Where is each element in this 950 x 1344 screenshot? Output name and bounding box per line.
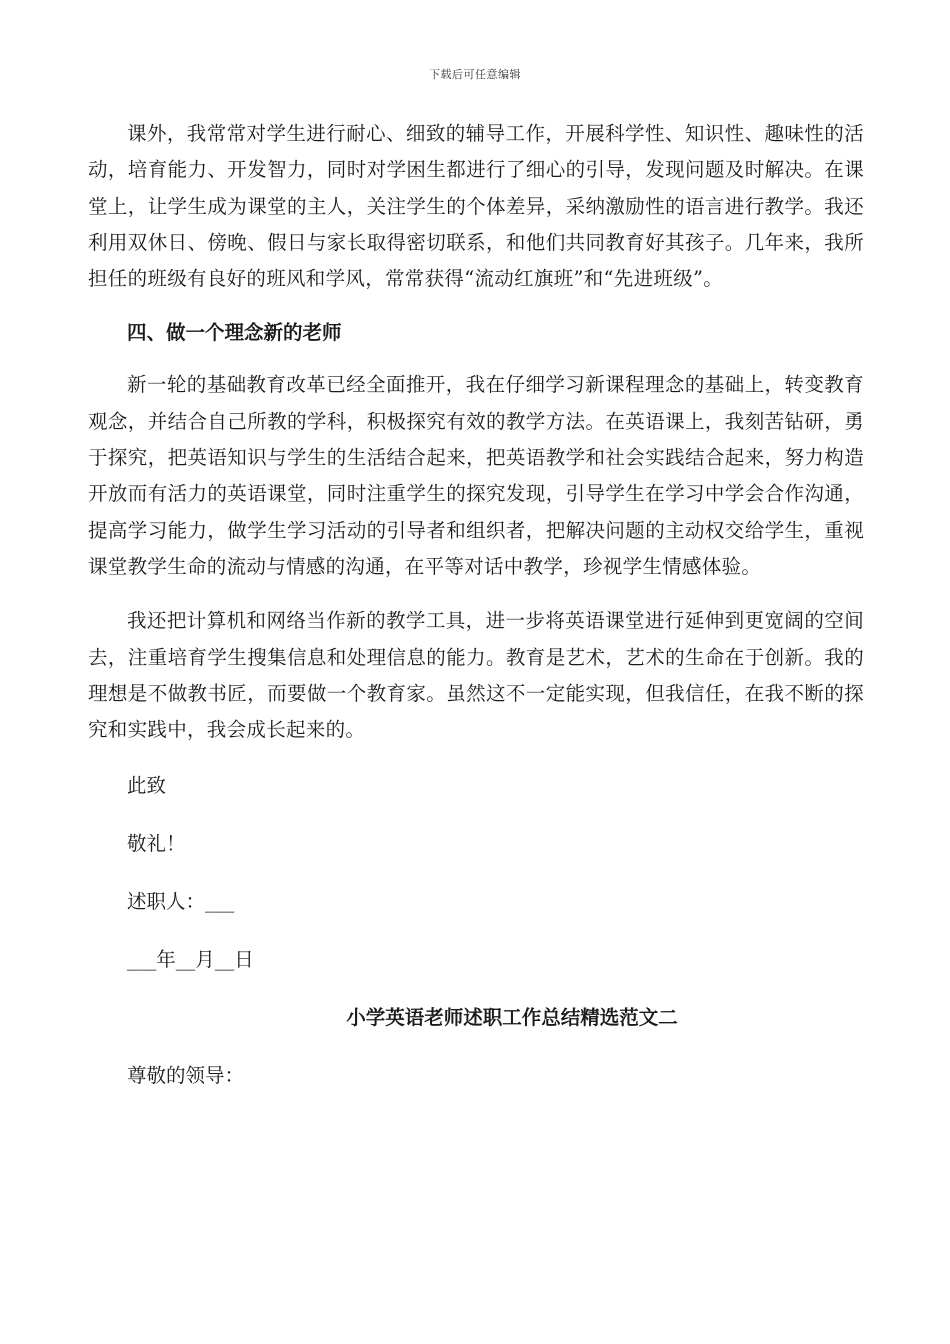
closing-salutation: 此致 bbox=[127, 774, 167, 798]
greeting-line: 尊敬的领导： bbox=[127, 1064, 245, 1088]
paragraph-education-reform: 新一轮的基础教育改革已经全面推开，我在仔细学习新课程理念的基础上，转变教育观念，并结合自己所教的学科，积极探究有效的教学方法。在英语课上，我刻苦钻研，勇于探究，把英语知识与学生的生活结合起来，把英语教学和社会实践结合起来，努力构造开放而有活力的英语课堂，同时注重学生的探究发现，引导学生在学习中学会合作沟通，提高学习能力，做学生学习活动的引导者和组织者，把解决问题的主动权交给学生，重视课堂教学生命的流动与情感的沟通，在平等对话中教学，珍视学生情感体验。 bbox=[88, 373, 864, 578]
paragraph-computer-network: 我还把计算机和网络当作新的教学工具，进一步将英语课堂进行延伸到更宽阔的空间去，注重培育学生搜集信息和处理信息的能力。教育是艺术，艺术的生命在于创新。我的理想是不做教书匠，而要做一个教育家。虽然这不一定能实现，但我信任，在我不断的探究和实践中，我会成长起来的。 bbox=[88, 609, 864, 742]
page-header-note: 下载后可任意编辑 bbox=[429, 68, 521, 81]
closing-respect: 敬礼！ bbox=[127, 832, 186, 856]
section-heading-four: 四、做一个理念新的老师 bbox=[127, 321, 342, 345]
paragraph-after-class-work: 课外，我常常对学生进行耐心、细致的辅导工作，开展科学性、知识性、趣味性的活动，培育能力、开发智力，同时对学困生都进行了细心的引导，发现问题及时解决。在课堂上，让学生成为课堂的主人，关注学生的个体差异，采纳激励性的语言进行教学。我还利用双休日、傍晚、假日与家长取得密切联系，和他们共同教育好其孩子。几年来，我所担任的班级有良好的班风和学风，常常获得“流动红旗班”和“先进班级”。 bbox=[88, 122, 864, 291]
signer-line: 述职人：___ bbox=[127, 890, 235, 914]
date-line: ___年__月__日 bbox=[127, 948, 254, 972]
section-title-two: 小学英语老师述职工作总结精选范文二 bbox=[346, 1006, 678, 1030]
document-body bbox=[88, 116, 864, 1094]
